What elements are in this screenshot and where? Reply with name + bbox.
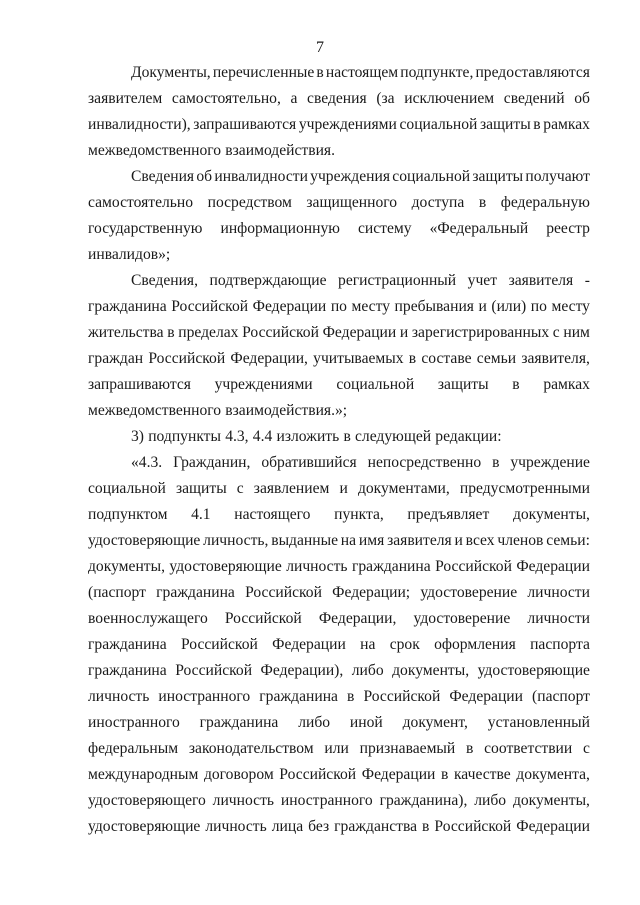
text-line	[88, 554, 590, 580]
word: редакции:	[435, 428, 502, 445]
word: гражданина	[259, 688, 338, 705]
word: в	[316, 64, 324, 81]
word: гражданина	[156, 584, 235, 601]
word: удостоверяющего	[88, 792, 206, 809]
word: рамках	[543, 376, 590, 393]
word: учреждениями	[298, 116, 397, 133]
word: заявлением	[253, 480, 330, 497]
word: Федерации	[516, 818, 590, 835]
word: федеральную	[500, 194, 590, 211]
word: личность,	[203, 532, 269, 549]
word: Российской	[279, 766, 357, 783]
word: на	[360, 636, 376, 653]
document-body	[88, 60, 590, 840]
word: учитываемых	[313, 350, 404, 367]
word: Российской	[242, 324, 319, 341]
text-line	[88, 190, 590, 216]
word: сведений	[503, 90, 565, 107]
word: всех	[465, 532, 495, 549]
word: 4.4	[252, 428, 273, 445]
word: гражданина	[199, 714, 279, 731]
word: межведомственного	[88, 402, 222, 419]
text-line	[88, 814, 590, 840]
word: социальной	[88, 480, 166, 497]
word: законодательством	[188, 740, 314, 757]
word: подпунктом	[88, 506, 168, 523]
word: без	[308, 818, 330, 835]
text-line	[88, 398, 590, 424]
text-line	[88, 684, 590, 710]
word: в	[441, 766, 449, 783]
word: защиты	[472, 168, 524, 185]
word: жительства	[88, 324, 164, 341]
word: документы,	[512, 506, 590, 523]
word: установленный	[487, 714, 590, 731]
word: реестр	[546, 220, 590, 237]
word: заявителя	[508, 272, 574, 289]
word: посредством	[207, 194, 292, 211]
word: иной	[349, 714, 383, 731]
word: Сведения	[131, 168, 195, 185]
word: Федерации,	[230, 350, 308, 367]
word: пределах	[178, 324, 239, 341]
word: международным	[88, 766, 199, 783]
word: либо	[351, 662, 384, 679]
word: и	[478, 298, 487, 315]
paragraph	[88, 450, 590, 840]
word: запрашиваются	[88, 376, 191, 393]
text-line	[88, 60, 590, 86]
word: иностранного	[280, 792, 373, 809]
word: «4.3.	[131, 454, 163, 471]
word: личность	[88, 688, 150, 705]
word: Федерации	[272, 636, 346, 653]
word: систему	[357, 220, 412, 237]
word: -	[584, 272, 590, 289]
word: федеральным	[88, 740, 179, 757]
word: по	[330, 298, 347, 315]
word: защиты	[175, 480, 227, 497]
word: предъявляет	[407, 506, 490, 523]
word: Федерации	[252, 298, 327, 315]
word: учреждениями	[214, 376, 313, 393]
word: Федерации	[516, 558, 590, 575]
paragraph	[88, 164, 590, 268]
word: заявителем	[88, 90, 163, 107]
word: 4.1	[191, 506, 211, 523]
word: удостоверяющие	[169, 558, 282, 575]
word: удостоверяющие	[88, 818, 201, 835]
word: удостоверение	[420, 584, 518, 601]
text-line	[88, 216, 590, 242]
text-line	[88, 86, 590, 112]
text-line	[88, 710, 590, 736]
word: в	[422, 818, 430, 835]
paragraph	[88, 268, 590, 424]
word: защищенного	[306, 194, 398, 211]
word: (или)	[491, 298, 527, 315]
word: подпункте,	[400, 64, 474, 81]
text-line	[88, 736, 590, 762]
word: гражданина	[88, 636, 167, 653]
word: в	[347, 688, 355, 705]
word: Федерации,	[318, 610, 397, 627]
word: зарегистрированных	[411, 324, 550, 341]
word: информационную	[220, 220, 340, 237]
word: с	[236, 480, 244, 497]
word: рамках	[543, 116, 590, 133]
word: об	[196, 168, 213, 185]
word: граждан	[88, 350, 144, 367]
text-line	[88, 658, 590, 684]
word: инвалидов»;	[88, 246, 171, 263]
text-line	[88, 346, 590, 372]
word: сведения	[307, 90, 367, 107]
word: месту	[351, 298, 391, 315]
word: документы,	[392, 662, 470, 679]
word: документами,	[357, 480, 450, 497]
word: Российской	[224, 610, 302, 627]
word: удостоверяющие	[477, 662, 590, 679]
text-line	[88, 502, 590, 528]
word: месту	[551, 298, 590, 315]
word: заявителя	[387, 532, 452, 549]
word: регистрационный	[338, 272, 457, 289]
word: документ,	[402, 714, 468, 731]
word: членов	[497, 532, 544, 549]
word: межведомственного	[88, 142, 222, 159]
word: гражданина),	[379, 792, 468, 809]
word: изложить	[276, 428, 340, 445]
word: Российской	[175, 662, 253, 679]
word: оформления	[434, 636, 516, 653]
text-line	[88, 320, 590, 346]
word: «Федеральный	[429, 220, 529, 237]
text-line	[88, 242, 590, 268]
word: семьи:	[546, 532, 590, 549]
word: Российской	[148, 350, 226, 367]
word: составе	[421, 350, 472, 367]
word: гражданина	[88, 662, 167, 679]
word: документы,	[88, 558, 166, 575]
word: военнослужащего	[88, 610, 208, 627]
text-line	[88, 112, 590, 138]
word: учет	[467, 272, 498, 289]
word: личность	[212, 792, 275, 809]
text-line	[88, 424, 590, 450]
text-line	[88, 164, 590, 190]
word: признаваемый	[359, 740, 456, 757]
word: в	[533, 116, 541, 133]
word: с	[552, 324, 560, 341]
word: социальной	[392, 168, 471, 185]
word: доступа	[411, 194, 465, 211]
word: взаимодействия.»;	[225, 402, 348, 419]
word: гражданина	[88, 298, 167, 315]
word: а	[290, 90, 298, 107]
word: и	[339, 480, 348, 497]
word: в	[167, 324, 175, 341]
text-line	[88, 528, 590, 554]
word: Российской	[363, 688, 441, 705]
page-number: 7	[316, 39, 324, 56]
word: следующей	[355, 428, 432, 445]
word: Российской	[171, 298, 249, 315]
word: подпункты	[148, 428, 221, 445]
word: с	[583, 740, 590, 757]
text-line	[88, 606, 590, 632]
word: учреждение	[510, 454, 590, 471]
word: в	[466, 740, 474, 757]
word: Федерации	[361, 766, 436, 783]
word: личность	[286, 558, 348, 575]
word: Российской	[181, 636, 258, 653]
paragraph	[88, 424, 590, 450]
word: обратившийся	[261, 454, 357, 471]
text-line	[88, 138, 590, 164]
word: документа,	[516, 766, 590, 783]
word: инвалидности),	[88, 116, 191, 133]
word: самостоятельно,	[171, 90, 281, 107]
paragraph	[88, 60, 590, 164]
word: самостоятельно	[88, 194, 194, 211]
word: социальной	[336, 376, 415, 393]
word: запрашиваются	[193, 116, 297, 133]
word: договором	[203, 766, 274, 783]
word: удостоверение	[413, 610, 511, 627]
word: предусмотренными	[459, 480, 590, 497]
word: социальной	[399, 116, 478, 133]
word: предоставляются	[475, 64, 590, 81]
word: пункта,	[334, 506, 384, 523]
text-line	[88, 268, 590, 294]
word: Гражданин,	[173, 454, 251, 471]
word: об	[574, 90, 590, 107]
word: соответствии	[484, 740, 573, 757]
word: личность	[205, 818, 267, 835]
word: по	[530, 298, 547, 315]
word: и	[454, 532, 463, 549]
word: государственную	[88, 220, 203, 237]
word: качестве	[453, 766, 511, 783]
word: (за	[376, 90, 395, 107]
word: исключением	[404, 90, 495, 107]
word: подтверждающие	[209, 272, 327, 289]
word: личности	[527, 584, 590, 601]
word: пребывания	[394, 298, 474, 315]
word: на	[340, 532, 357, 549]
word: либо	[474, 792, 507, 809]
word: выданные	[271, 532, 338, 549]
word: паспорта	[530, 636, 590, 653]
text-line	[88, 762, 590, 788]
word: в	[492, 454, 500, 471]
word: взаимодействия.	[225, 142, 336, 159]
word: в	[512, 376, 520, 393]
word: иностранного	[158, 688, 251, 705]
word: в	[478, 194, 487, 211]
text-line	[88, 372, 590, 398]
word: в	[343, 428, 351, 445]
word: иностранного	[88, 714, 180, 731]
word: Российской	[435, 558, 512, 575]
word: инвалидности	[214, 168, 308, 185]
word: Федерации	[449, 688, 523, 705]
word: гражданина	[351, 558, 431, 575]
word: защиты	[479, 116, 531, 133]
word: лица	[271, 818, 304, 835]
word: Российской	[245, 584, 322, 601]
word: семьи	[476, 350, 517, 367]
word: перечисленные	[212, 64, 315, 81]
word: Федерации),	[260, 662, 344, 679]
text-line	[88, 294, 590, 320]
text-line	[88, 632, 590, 658]
word: или	[324, 740, 349, 757]
word: в	[408, 350, 417, 367]
word: Документы,	[131, 64, 211, 81]
word: защиты	[437, 376, 489, 393]
word: Федерации	[322, 324, 397, 341]
word: срок	[389, 636, 420, 653]
text-line	[88, 476, 590, 502]
word: и	[399, 324, 409, 341]
word: Сведения,	[131, 272, 199, 289]
word: получают	[525, 168, 590, 185]
word: гражданства	[334, 818, 418, 835]
word: либо	[298, 714, 331, 731]
word: имя	[358, 532, 385, 549]
text-line	[88, 580, 590, 606]
word: 4.3,	[225, 428, 249, 445]
word: непосредственно	[367, 454, 482, 471]
word: учреждения	[310, 168, 391, 185]
text-line	[88, 450, 590, 476]
word: личности	[527, 610, 590, 627]
word: ним	[563, 324, 590, 341]
word: Федерации;	[332, 584, 411, 601]
word: 3)	[131, 428, 144, 445]
text-line	[88, 788, 590, 814]
word: документы,	[512, 792, 590, 809]
word: настоящего	[234, 506, 311, 523]
word: (паспорт	[88, 584, 146, 601]
word: настоящем	[325, 64, 399, 81]
word: заявителя,	[521, 350, 590, 367]
word: (паспорт	[532, 688, 590, 705]
word: удостоверяющие	[88, 532, 201, 549]
word: Российской	[434, 818, 512, 835]
